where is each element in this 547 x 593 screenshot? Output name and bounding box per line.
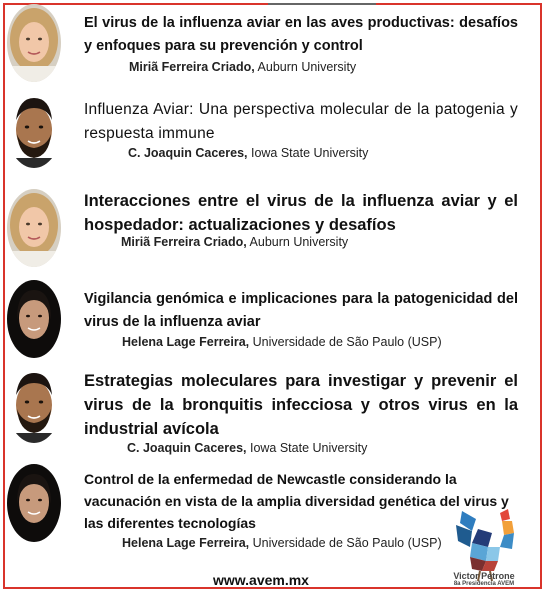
speaker-photo [7,90,61,168]
woman-blonde-avatar [7,189,61,267]
woman-blonde-avatar [7,4,61,82]
talk-speaker [129,60,356,74]
talk-title: Estrategias moleculares para investigar y prevenir el virus de la bronquitis infecciosa y otros virus en la industrial avícola [84,372,518,438]
logo-caption [445,572,523,588]
woman-dark-hair-avatar [7,280,61,358]
speaker-name: Miriã Ferreira Criado, [129,60,255,74]
speaker-name: Miriã Ferreira Criado, [121,235,247,249]
speaker-name: Helena Lage Ferreira, [122,335,250,349]
woman-dark-hair-avatar [7,464,61,542]
speaker-affiliation: Iowa State University [247,146,369,160]
talk-title: El virus de la influenza aviar en las aves productivas: desafíos y enfoques para su prevención y control [84,15,518,54]
talk-speaker [122,536,442,550]
talk-speaker [122,335,442,349]
speaker-affiliation: Auburn University [254,60,357,74]
talk-speaker [127,441,367,455]
speaker-photo [7,4,61,82]
talk-title: Interacciones entre el virus de la influenza aviar y el hospedador: actualizaciones y desafíos [84,192,518,234]
speaker-name: C. Joaquin Caceres, [127,441,247,455]
talk-title: Control de la enfermedad de Newcastle considerando la vacunación en vista de la amplia diversidad genética del virus y las diferentes tecnologías [84,471,509,531]
top-divider [268,3,376,5]
speaker-affiliation: Universidade de São Paulo (USP) [249,335,442,349]
speaker-affiliation: Universidade de São Paulo (USP) [249,536,442,550]
man-beard-avatar [7,90,61,168]
speaker-photo [7,280,61,358]
talk-speaker [121,235,348,249]
footer-website-link[interactable]: www.avem.mx [213,572,309,588]
speaker-photo [7,464,61,542]
man-beard-avatar [7,365,61,443]
speaker-name: Helena Lage Ferreira, [122,536,250,550]
logo-name: Victor Petrone [453,571,515,581]
speaker-name: C. Joaquin Caceres, [128,146,248,160]
talk-speaker [128,146,368,160]
talk-title: Vigilancia genómica e implicaciones para la patogenicidad del virus de la influenza aviar [84,291,518,330]
speaker-affiliation: Auburn University [246,235,349,249]
speaker-photo [7,365,61,443]
logo-subtitle: 8a Presidencia AVEM [453,581,515,587]
speaker-photo [7,189,61,267]
talk-title: Influenza Aviar: Una perspectiva molecular de la patogenia y respuesta immune [84,101,518,142]
speaker-affiliation: Iowa State University [246,441,368,455]
